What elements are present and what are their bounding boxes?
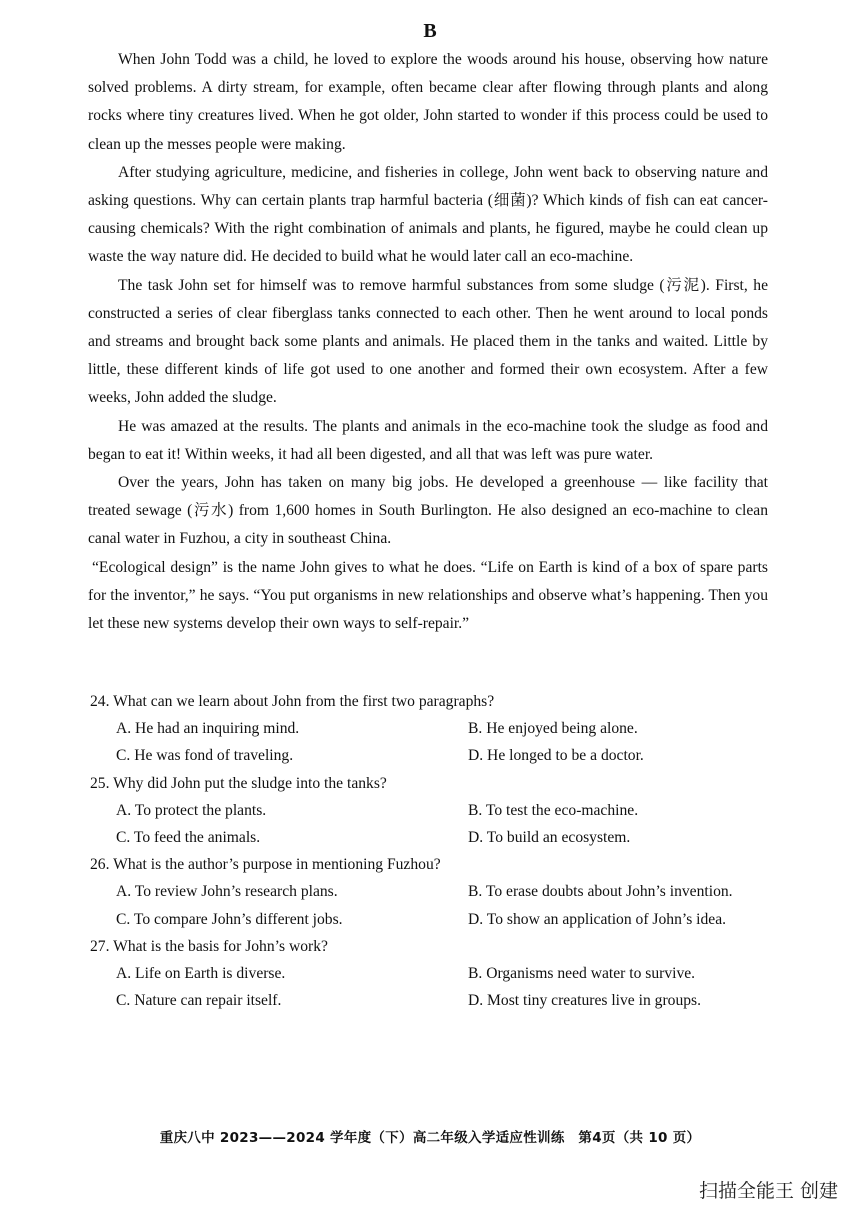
- option-b: B. To erase doubts about John’s invention.: [468, 883, 733, 901]
- page-footer: 重庆八中 2023——2024 学年度（下）高二年级入学适应性训练 第4页（共 10 页）: [159, 1130, 701, 1146]
- paragraph-6: “Ecological design” is the name John gives to what he does. “Life on Earth is kind of a box of spare parts for the inventor,” he says. “You put organisms in new relationships and observe what’s happening. Then you let these new systems develop their own ways to self-repair.”: [88, 558, 768, 633]
- option-d: D. To show an application of John’s idea.: [468, 910, 727, 928]
- paragraph-2: After studying agriculture, medicine, and fisheries in college, John went back to observing nature and asking questions. Why can certain plants trap harmful bacteria (细菌)? Which kinds of fish can eat cancer-causing chemicals? With the right combination of animals and plants, he figured, maybe he could clean up waste the way nature did. He decided to build what he would later call an eco-machine.: [88, 163, 768, 266]
- question-24: [90, 688, 780, 770]
- question-list: [90, 688, 780, 1014]
- option-c: C. To compare John’s different jobs.: [116, 910, 343, 928]
- paragraph-1: When John Todd was a child, he loved to explore the woods around his house, observing how nature solved problems. A dirty stream, for example, often became clear after flowing through plants and along rocks where tiny creatures lived. When he got older, John started to wonder if this process could be used to clean up the messes people were making.: [88, 51, 768, 153]
- option-d: D. To build an ecosystem.: [468, 829, 631, 847]
- question-stem: 24. What can we learn about John from the first two paragraphs?: [90, 693, 495, 710]
- option-grid: [90, 715, 780, 769]
- question-stem: 25. Why did John put the sludge into the tanks?: [90, 774, 387, 792]
- option-b: B. He enjoyed being alone.: [468, 720, 638, 738]
- paragraph-5: Over the years, John has taken on many big jobs. He developed a greenhouse — like facility that treated sewage (污水) from 1,600 homes in South Burlington. He also designed an eco-machine to clean canal water in Fuzhou, a city in southeast China.: [88, 474, 768, 548]
- option-grid: [90, 797, 780, 851]
- question-stem: 27. What is the basis for John’s work?: [90, 937, 328, 955]
- question-25: [90, 770, 780, 852]
- section-heading: B: [423, 20, 437, 42]
- option-grid: [90, 960, 780, 1014]
- option-d: D. He longed to be a doctor.: [468, 747, 644, 765]
- option-a: A. To review John’s research plans.: [116, 883, 338, 901]
- scanner-watermark: 扫描全能王 创建: [698, 1180, 838, 1202]
- paragraph-4: He was amazed at the results. The plants and animals in the eco-machine took the sludge as food and began to eat it! Within weeks, it had all been digested, and all that was left was pure water.: [88, 417, 768, 463]
- option-c: C. He was fond of traveling.: [116, 747, 294, 765]
- option-a: A. Life on Earth is diverse.: [116, 965, 286, 983]
- option-grid: [90, 878, 780, 932]
- question-stem: 26. What is the author’s purpose in mentioning Fuzhou?: [90, 856, 441, 874]
- option-d: D. Most tiny creatures live in groups.: [468, 992, 702, 1010]
- paragraph-3: The task John set for himself was to remove harmful substances from some sludge (污泥). First, he constructed a series of clear fiberglass tanks connected to each other. Then he went around to local ponds and streams and brought back some plants and animals. He placed them in the tanks and waited. Little by little, these different kinds of life got used to one another and formed their own ecosystem. After a few weeks, John added the sludge.: [88, 276, 768, 407]
- option-a: A. To protect the plants.: [116, 801, 267, 819]
- option-c: C. Nature can repair itself.: [116, 992, 282, 1010]
- reading-passage: [88, 46, 768, 638]
- option-c: C. To feed the animals.: [116, 829, 261, 847]
- option-a: A. He had an inquiring mind.: [116, 720, 300, 738]
- question-26: [90, 851, 780, 933]
- option-b: B. Organisms need water to survive.: [468, 965, 696, 983]
- question-27: [90, 933, 780, 1015]
- option-b: B. To test the eco-machine.: [468, 801, 639, 819]
